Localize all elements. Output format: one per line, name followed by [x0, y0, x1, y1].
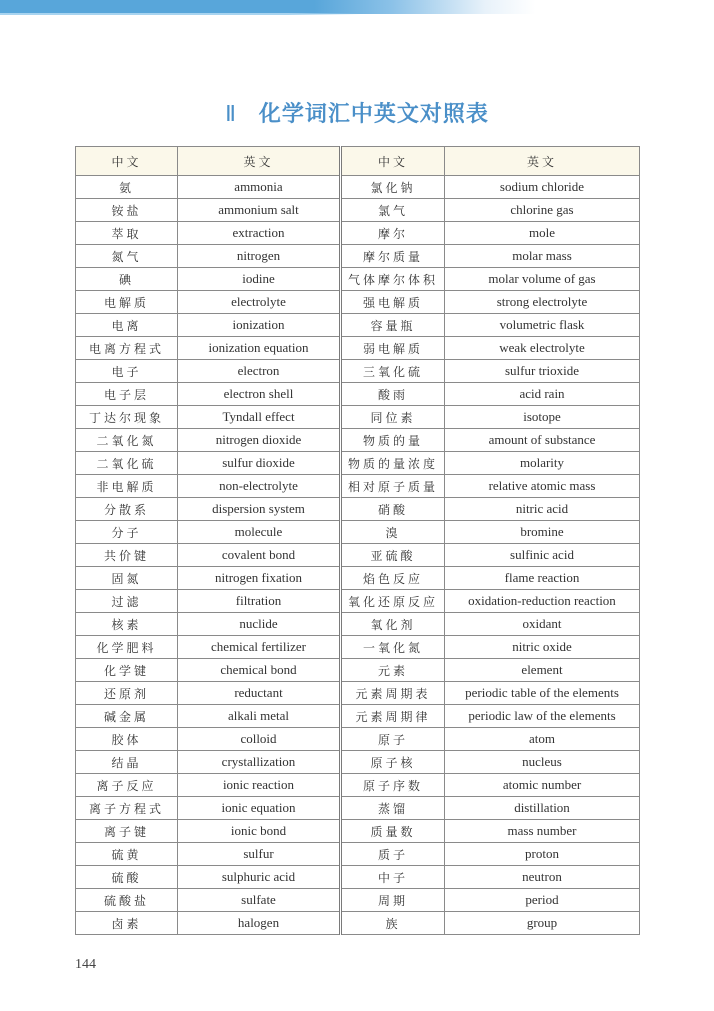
term-chinese-right: 氯气: [341, 199, 445, 222]
term-chinese-left: 硫酸盐: [76, 889, 178, 912]
term-chinese-left: 氨: [76, 176, 178, 199]
table-row: [76, 797, 640, 820]
term-english-left: chemical bond: [178, 659, 341, 682]
term-english-right: atom: [445, 728, 640, 751]
term-english-right: molar volume of gas: [445, 268, 640, 291]
table-row: [76, 291, 640, 314]
table-row: [76, 659, 640, 682]
table-row: [76, 360, 640, 383]
term-english-left: ionic equation: [178, 797, 341, 820]
term-chinese-left: 二氧化硫: [76, 452, 178, 475]
term-chinese-left: 非电解质: [76, 475, 178, 498]
term-english-right: oxidation-reduction reaction: [445, 590, 640, 613]
term-chinese-left: 分散系: [76, 498, 178, 521]
page-title: [0, 97, 714, 128]
term-english-right: weak electrolyte: [445, 337, 640, 360]
term-chinese-left: 电子层: [76, 383, 178, 406]
term-english-left: electron: [178, 360, 341, 383]
table-row: [76, 544, 640, 567]
term-english-right: mole: [445, 222, 640, 245]
term-chinese-right: 摩尔: [341, 222, 445, 245]
term-chinese-left: 硫酸: [76, 866, 178, 889]
table-row: [76, 475, 640, 498]
table-header-row: [76, 147, 640, 176]
term-chinese-left: 卤素: [76, 912, 178, 935]
term-chinese-left: 核素: [76, 613, 178, 636]
term-chinese-right: 中子: [341, 866, 445, 889]
term-chinese-left: 萃取: [76, 222, 178, 245]
term-english-right: acid rain: [445, 383, 640, 406]
term-english-right: isotope: [445, 406, 640, 429]
term-english-left: sulfur: [178, 843, 341, 866]
term-chinese-left: 碘: [76, 268, 178, 291]
term-english-right: periodic law of the elements: [445, 705, 640, 728]
term-chinese-right: 物质的量: [341, 429, 445, 452]
table-row: [76, 429, 640, 452]
term-chinese-right: 氧化剂: [341, 613, 445, 636]
term-chinese-left: 还原剂: [76, 682, 178, 705]
term-chinese-left: 电离方程式: [76, 337, 178, 360]
table-row: [76, 889, 640, 912]
term-chinese-right: 摩尔质量: [341, 245, 445, 268]
term-chinese-right: 原子核: [341, 751, 445, 774]
term-chinese-right: 氯化钠: [341, 176, 445, 199]
term-chinese-right: 气体摩尔体积: [341, 268, 445, 291]
term-english-right: volumetric flask: [445, 314, 640, 337]
term-chinese-left: 化学键: [76, 659, 178, 682]
term-chinese-left: 硫黄: [76, 843, 178, 866]
term-english-left: ionic bond: [178, 820, 341, 843]
term-english-right: amount of substance: [445, 429, 640, 452]
term-chinese-right: 相对原子质量: [341, 475, 445, 498]
table-row: [76, 590, 640, 613]
term-english-right: sulfinic acid: [445, 544, 640, 567]
term-chinese-right: 氧化还原反应: [341, 590, 445, 613]
term-chinese-right: 元素: [341, 659, 445, 682]
term-chinese-left: 铵盐: [76, 199, 178, 222]
table-row: [76, 751, 640, 774]
table-row: [76, 682, 640, 705]
term-english-left: extraction: [178, 222, 341, 245]
table-row: [76, 383, 640, 406]
term-chinese-left: 电解质: [76, 291, 178, 314]
table-row: [76, 728, 640, 751]
term-chinese-right: 原子序数: [341, 774, 445, 797]
term-chinese-right: 一氧化氮: [341, 636, 445, 659]
table-row: [76, 337, 640, 360]
header-color-band: [0, 0, 714, 14]
table-row: [76, 613, 640, 636]
term-chinese-left: 分子: [76, 521, 178, 544]
table-row: [76, 268, 640, 291]
term-english-left: nitrogen dioxide: [178, 429, 341, 452]
term-english-right: molar mass: [445, 245, 640, 268]
term-chinese-left: 化学肥料: [76, 636, 178, 659]
term-english-right: neutron: [445, 866, 640, 889]
term-chinese-right: 原子: [341, 728, 445, 751]
term-chinese-left: 固氮: [76, 567, 178, 590]
term-english-left: ammonium salt: [178, 199, 341, 222]
term-chinese-right: 溴: [341, 521, 445, 544]
term-chinese-left: 共价键: [76, 544, 178, 567]
term-english-left: electron shell: [178, 383, 341, 406]
term-chinese-right: 蒸馏: [341, 797, 445, 820]
table-row: [76, 452, 640, 475]
header-band-underline: [0, 13, 360, 15]
term-chinese-right: 质量数: [341, 820, 445, 843]
term-english-left: halogen: [178, 912, 341, 935]
term-english-left: nitrogen: [178, 245, 341, 268]
table-row: [76, 406, 640, 429]
term-english-left: Tyndall effect: [178, 406, 341, 429]
term-english-right: chlorine gas: [445, 199, 640, 222]
term-chinese-right: 酸雨: [341, 383, 445, 406]
table-row: [76, 245, 640, 268]
table-row: [76, 774, 640, 797]
term-english-left: ammonia: [178, 176, 341, 199]
term-chinese-left: 氮气: [76, 245, 178, 268]
term-chinese-right: 容量瓶: [341, 314, 445, 337]
table-row: [76, 521, 640, 544]
table-row: [76, 843, 640, 866]
column-header-english-left: 英文: [178, 147, 341, 176]
section-numeral: Ⅱ: [225, 101, 237, 126]
term-english-left: electrolyte: [178, 291, 341, 314]
term-english-right: sodium chloride: [445, 176, 640, 199]
table-row: [76, 636, 640, 659]
term-english-left: chemical fertilizer: [178, 636, 341, 659]
term-chinese-left: 丁达尔现象: [76, 406, 178, 429]
term-chinese-right: 弱电解质: [341, 337, 445, 360]
term-chinese-left: 结晶: [76, 751, 178, 774]
term-english-left: nitrogen fixation: [178, 567, 341, 590]
term-chinese-left: 胶体: [76, 728, 178, 751]
table-row: [76, 705, 640, 728]
term-english-left: ionization: [178, 314, 341, 337]
term-english-right: proton: [445, 843, 640, 866]
table-row: [76, 314, 640, 337]
term-english-right: relative atomic mass: [445, 475, 640, 498]
term-english-right: sulfur trioxide: [445, 360, 640, 383]
table-row: [76, 199, 640, 222]
term-chinese-right: 硝酸: [341, 498, 445, 521]
term-english-left: alkali metal: [178, 705, 341, 728]
column-header-chinese-right: 中文: [341, 147, 445, 176]
term-english-right: nitric acid: [445, 498, 640, 521]
term-chinese-right: 周期: [341, 889, 445, 912]
table-row: [76, 498, 640, 521]
table-row: [76, 820, 640, 843]
term-english-left: dispersion system: [178, 498, 341, 521]
term-chinese-left: 电子: [76, 360, 178, 383]
term-english-left: nuclide: [178, 613, 341, 636]
term-english-right: nucleus: [445, 751, 640, 774]
term-english-left: ionic reaction: [178, 774, 341, 797]
term-english-right: group: [445, 912, 640, 935]
term-english-left: molecule: [178, 521, 341, 544]
term-english-right: periodic table of the elements: [445, 682, 640, 705]
term-chinese-left: 离子键: [76, 820, 178, 843]
column-header-english-right: 英文: [445, 147, 640, 176]
term-chinese-right: 亚硫酸: [341, 544, 445, 567]
column-header-chinese-left: 中文: [76, 147, 178, 176]
term-english-right: flame reaction: [445, 567, 640, 590]
term-chinese-right: 元素周期律: [341, 705, 445, 728]
term-english-right: oxidant: [445, 613, 640, 636]
term-english-right: bromine: [445, 521, 640, 544]
term-chinese-right: 三氧化硫: [341, 360, 445, 383]
table-row: [76, 912, 640, 935]
term-english-left: sulphuric acid: [178, 866, 341, 889]
page-number: 144: [75, 957, 96, 972]
term-english-right: distillation: [445, 797, 640, 820]
term-english-left: ionization equation: [178, 337, 341, 360]
term-chinese-right: 同位素: [341, 406, 445, 429]
table-body: [76, 176, 640, 935]
term-chinese-left: 碱金属: [76, 705, 178, 728]
term-english-right: atomic number: [445, 774, 640, 797]
term-english-left: non-electrolyte: [178, 475, 341, 498]
term-chinese-right: 焰色反应: [341, 567, 445, 590]
term-chinese-right: 强电解质: [341, 291, 445, 314]
term-english-left: colloid: [178, 728, 341, 751]
term-english-right: nitric oxide: [445, 636, 640, 659]
term-chinese-left: 二氧化氮: [76, 429, 178, 452]
table-row: [76, 567, 640, 590]
term-chinese-left: 过滤: [76, 590, 178, 613]
term-chinese-left: 离子方程式: [76, 797, 178, 820]
term-english-right: molarity: [445, 452, 640, 475]
term-english-right: mass number: [445, 820, 640, 843]
vocabulary-table: [75, 146, 640, 935]
term-chinese-right: 物质的量浓度: [341, 452, 445, 475]
term-english-right: strong electrolyte: [445, 291, 640, 314]
term-english-left: reductant: [178, 682, 341, 705]
term-chinese-right: 元素周期表: [341, 682, 445, 705]
table-row: [76, 866, 640, 889]
term-english-right: period: [445, 889, 640, 912]
term-chinese-left: 电离: [76, 314, 178, 337]
term-english-right: element: [445, 659, 640, 682]
table-row: [76, 176, 640, 199]
term-english-left: filtration: [178, 590, 341, 613]
term-english-left: iodine: [178, 268, 341, 291]
term-english-left: sulfate: [178, 889, 341, 912]
term-chinese-left: 离子反应: [76, 774, 178, 797]
term-english-left: crystallization: [178, 751, 341, 774]
term-chinese-right: 质子: [341, 843, 445, 866]
table-row: [76, 222, 640, 245]
term-chinese-right: 族: [341, 912, 445, 935]
section-title: 化学词汇中英文对照表: [258, 102, 489, 127]
term-english-left: covalent bond: [178, 544, 341, 567]
term-english-left: sulfur dioxide: [178, 452, 341, 475]
